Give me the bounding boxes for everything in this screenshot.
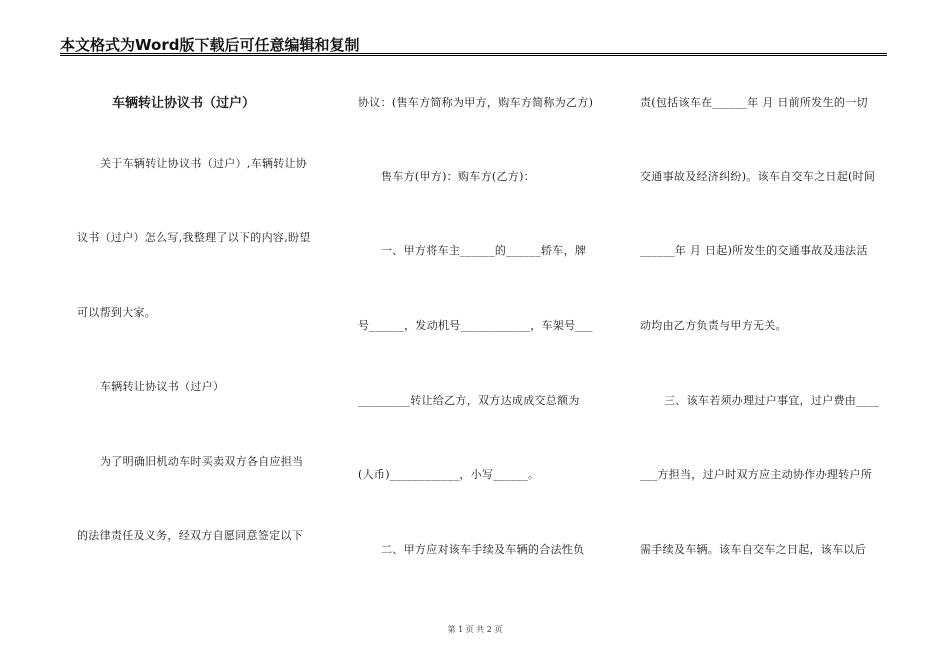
col3-line: ______年 月 日起)所发生的交通事故及违法活 [640, 244, 868, 257]
col3-line: 责(包括该车在______年 月 日前所发生的一切 [640, 96, 868, 109]
col3-line: 交通事故及经济纠纷)。该车自交车之日起(时间 [640, 170, 876, 183]
col3-line: ___方担当，过户时双方应主动协作办理转户所 [640, 468, 873, 481]
header-title: 本文格式为Word版下载后可任意编辑和复制 [60, 36, 360, 54]
col3-line: 动均由乙方负责与甲方无关。 [640, 319, 787, 332]
col2-line: (人币)____________，小写______。 [358, 468, 540, 481]
col2-line: 二、甲方应对该车手续及车辆的合法性负 [381, 543, 585, 556]
col2-line: _________转让给乙方，双方达成成交总额为 [358, 394, 580, 407]
col1-line: 可以帮到大家。 [77, 306, 157, 319]
page-number: 第 1 页 共 2 页 [447, 625, 503, 634]
col1-line: 车辆转让协议书（过户） [100, 380, 225, 393]
col1-line: 关于车辆转让协议书（过户）,车辆转让协 [100, 157, 308, 170]
col2-line: 售车方(甲方)：购车方(乙方)： [381, 170, 535, 183]
header-rule [60, 53, 887, 56]
col3-line: 三、该车若须办理过户事宜，过户费由____ [664, 394, 880, 407]
col1-line: 的法律责任及义务，经双方自愿同意签定以下 [77, 529, 303, 542]
document-title: 车辆转让协议书（过户） [112, 96, 256, 111]
col2-line: 号______，发动机号____________，车架号___ [358, 319, 593, 332]
col3-line: 需手续及车辆。该车自交车之日起，该车以后 [640, 543, 866, 556]
col1-line: 为了明确旧机动车时买卖双方各自应担当 [100, 455, 304, 468]
col2-line: 协议：(售车方简称为甲方，购车方简称为乙方) [358, 96, 594, 109]
col2-line: 一、甲方将车主______的______轿车，牌 [381, 244, 587, 257]
col1-line: 议书（过户）怎么写,我整理了以下的内容,盼望 [77, 231, 311, 244]
